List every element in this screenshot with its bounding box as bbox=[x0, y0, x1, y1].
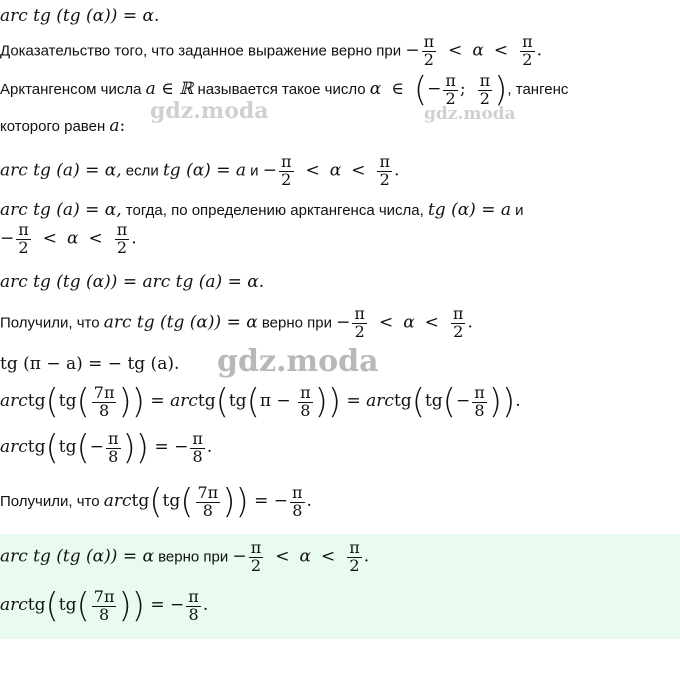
answer-line-2: arctg(tg( $\frac{7\pi}{8}$ )) = − $\frac{\pi}{8}$ . bbox=[0, 586, 209, 626]
definition-text-d: которого равен bbox=[0, 118, 110, 135]
answer-text-1: верно при bbox=[153, 548, 233, 566]
watermark-1: gdz.moda bbox=[150, 98, 269, 124]
watermark-2: gdz.moda bbox=[424, 104, 516, 124]
conclusion-line-2: Получили, что arctg(tg( $\frac{7\pi}{8}$ )) = − $\frac{\pi}{8}$ . bbox=[0, 482, 312, 522]
condition-text-a: если bbox=[121, 162, 163, 180]
conclusion-text-1: Получили, что bbox=[0, 314, 104, 332]
formula-line-8: arc tg (tg (α)) = arc tg (a) = α. bbox=[0, 272, 265, 292]
conclusion-text-1b: верно при bbox=[257, 314, 337, 332]
apply-math: arc tg (a) = α, bbox=[0, 200, 122, 220]
definition-line-2: которого равен a: bbox=[0, 116, 126, 136]
definition-math-a: a ∈ ℝ bbox=[145, 78, 194, 99]
formula-line-1: arc tg (tg (α)) = α. bbox=[0, 6, 160, 26]
answer-line-1: arc tg (tg (α)) = α верно при − $\frac{\pi}{2}$ < α < $\frac{\pi}{2}$ . bbox=[0, 538, 370, 575]
conclusion-line-1: Получили, что arc tg (tg (α)) = α верно при − $\frac{\pi}{2}$ < α < $\frac{\pi}{2}$ . bbox=[0, 304, 473, 341]
apply-math-b: tg (α) = a bbox=[427, 200, 512, 220]
formula-line-12: arctg(tg(− $\frac{\pi}{8}$ )) = − $\frac{\pi}{8}$ . bbox=[0, 428, 213, 468]
watermark-3: gdz.moda bbox=[217, 344, 379, 379]
apply-text: тогда, по определению арктангенса числа, bbox=[121, 202, 428, 219]
definition-text-a: Арктангенсом числа bbox=[0, 80, 146, 98]
range-line: − $\frac{\pi}{2}$ < α < $\frac{\pi}{2}$ . bbox=[0, 220, 137, 257]
condition-math-b: tg (α) = a bbox=[162, 160, 247, 181]
definition-line: Арктангенсом числа a ∈ ℝ называется такое число α ∈ (− $\frac{\pi}{2}$ ; $\frac{\pi}{2}$ ), тангенс bbox=[0, 70, 569, 110]
formula-line-11: arctg(tg( $\frac{7\pi}{8}$ )) = arctg(tg(π − $\frac{\pi}{8}$ )) = arctg(tg(− $\frac{\pi}{8}$ )). bbox=[0, 382, 521, 422]
proof-intro-line: Доказательство того, что заданное выражение верно при − $\frac{\pi}{2}$ < α < $\frac{\pi}{2}$ . bbox=[0, 32, 542, 69]
proof-intro-text: Доказательство того, что заданное выражение верно при bbox=[0, 42, 406, 60]
formula-line-10: tg (π − a) = − tg (a). bbox=[0, 354, 180, 374]
condition-text-b: и bbox=[246, 162, 263, 180]
conclusion-text-2: Получили, что bbox=[0, 492, 104, 510]
conclusion-math-1: arc tg (tg (α)) = α bbox=[103, 312, 258, 333]
condition-line: arc tg (a) = α, если tg (α) = a и − $\frac{\pi}{2}$ < α < $\frac{\pi}{2}$ . bbox=[0, 152, 400, 189]
answer-math-1: arc tg (tg (α)) = α bbox=[0, 546, 154, 567]
apply-text-b: и bbox=[511, 202, 524, 219]
definition-text-c: , тангенс bbox=[507, 80, 569, 98]
definition-text-b: называется такое число bbox=[193, 80, 370, 98]
definition-apply-line bbox=[0, 200, 524, 220]
condition-math: arc tg (a) = α, bbox=[0, 160, 122, 181]
